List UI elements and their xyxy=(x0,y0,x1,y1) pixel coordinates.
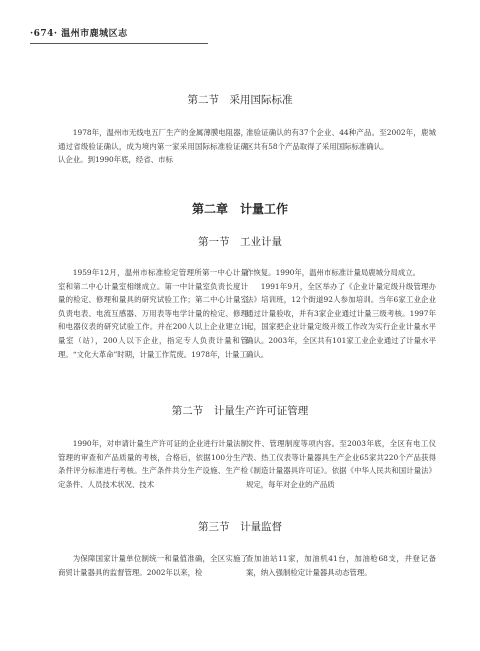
header-rule xyxy=(30,43,208,44)
paragraph: 查加油站11家，加油机41台，加油枪68支，并登记备案，纳入强制检定计量器具动态管理。 xyxy=(246,554,436,577)
paragraph: 1991年9月，全区举办了《企业计量定级升级管理办法》培训班，12个街道92人参加培训。当年6家工业企业通过计量验收，并有3家企业通过计量三级考核。1997年起，国家把企业计量定级升级工作改为实行企业计量水平确认。2003年，全区共有101家工业企业通过了计量水平确认。 xyxy=(246,281,436,359)
section-2-left-column xyxy=(58,266,248,361)
paragraph: 1990年，对申请计量生产许可证的企业进行计量法制管理的审查和产品质量的考核，合格后，依据100分生产条件评分标准进行考核。生产条件共分生产设施、生产检定条件、人员技术状况、技术 xyxy=(58,439,248,489)
section-4-left-column xyxy=(58,552,248,579)
paragraph: 作恢复。1990年，温州市标准计量局鹿城分局成立。 xyxy=(246,268,421,277)
paragraph: 1959年12月，温州市标准检定管理所第一中心计量室和第二中心计量室相继成立。第一中计量室负责长度计量的检定、修理和量具的研究试验工作；第二中心计量室负责电表、电流互感器、万用表等电学计量的检定、修理和电器仪表的研究试验工作。并在200人以上企业建立计量室（站），200人以下企业，指定专人负责计量和管理。“文化大革命”时期，计量工作荒废。1978年，计量工 xyxy=(58,268,248,359)
section-3-left-column xyxy=(58,437,248,491)
section-4-right-column xyxy=(246,552,436,579)
section-1-left-column xyxy=(58,126,248,167)
section-2-right-column xyxy=(246,266,436,361)
section-heading-production-license: 第二节 计量生产许可证管理 xyxy=(171,405,309,417)
section-1-right-column xyxy=(246,126,436,153)
chapter-heading-metrology: 第二章 计量工作 xyxy=(191,202,288,216)
section-3-right-column xyxy=(246,437,436,491)
paragraph: 1978年，温州市无线电五厂生产的金属薄膜电阻器，通过省级验证确认，成为境内第一家采用国际标准验证确认企业。到1990年底，经省、市标 xyxy=(58,128,248,165)
paragraph: 文件、管理制度等项内容。至2003年底，全区有电工仪表、热工仪表等计量器具生产企业65家共220个产品获得《制造计量器具许可证》。依据《中华人民共和国计量法》规定，每年对企业的产品质 xyxy=(246,439,436,489)
section-heading-metrology-supervision: 第三节 计量监督 xyxy=(198,521,282,533)
paragraph: 为保障国家计量单位制统一和量值准确，全区实施了商贸计量器具的监督管理。2002年以来，检 xyxy=(58,554,248,577)
section-heading-international-standards: 第二节 采用国际标准 xyxy=(187,94,293,106)
section-heading-industrial-metrology: 第一节 工业计量 xyxy=(198,236,282,248)
running-header: ·674· 温州市鹿城区志 xyxy=(30,29,128,39)
paragraph: 准验证确认的有37个企业、44种产品。至2002年，鹿城区共有58个产品取得了采用国际标准确认。 xyxy=(246,128,436,151)
